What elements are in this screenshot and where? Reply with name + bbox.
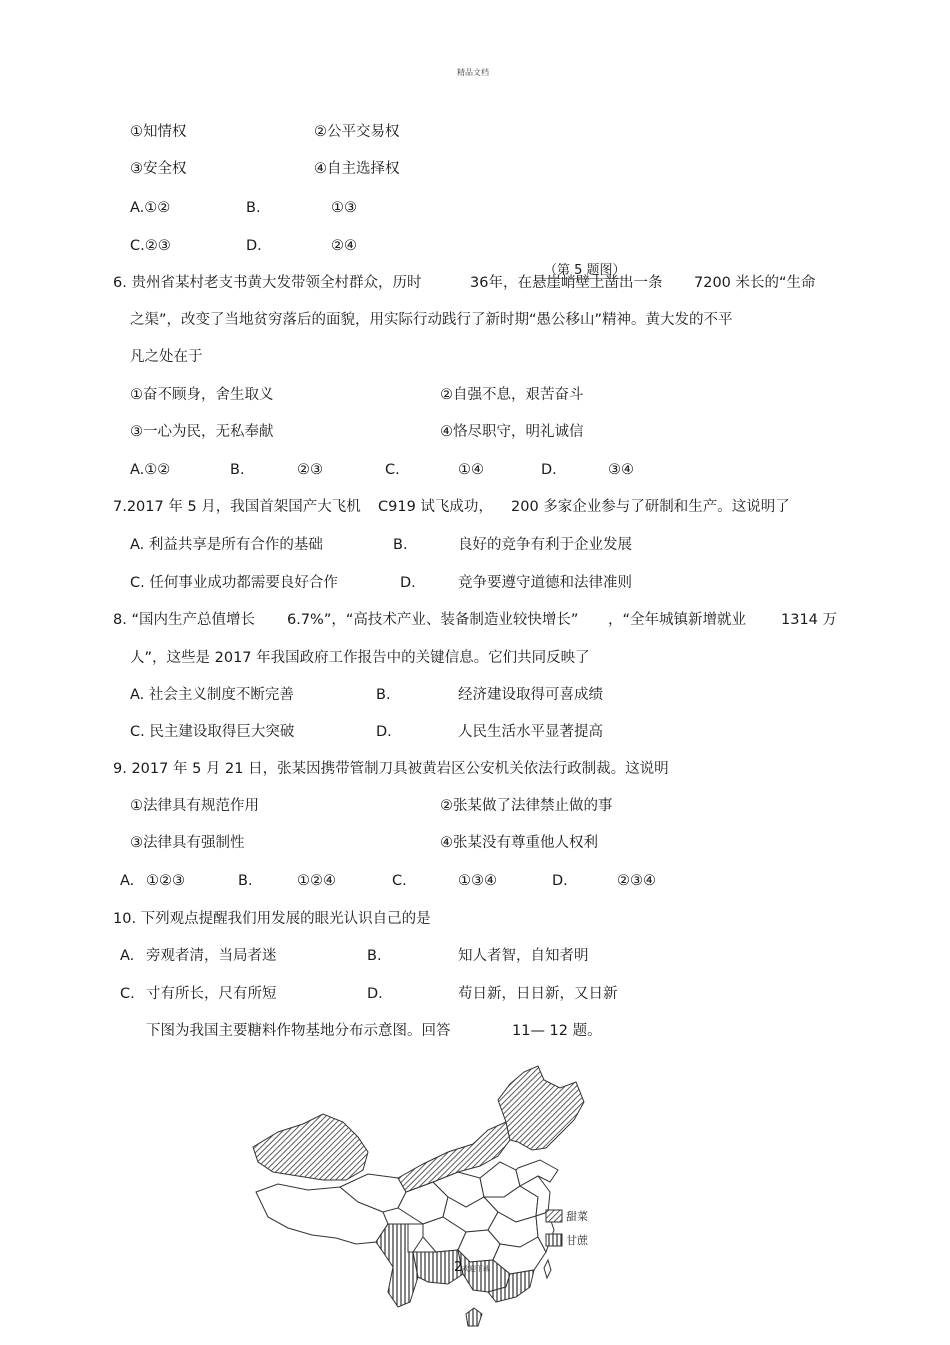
q8-stem-part3: ，“全年城镇新增就业	[608, 612, 747, 628]
q7-stem-part1: 7.2017 年 5 月，我国首架国产大飞机	[113, 499, 361, 515]
q10-stem: 10. 下列观点提醒我们用发展的眼光认识自己的是	[113, 911, 431, 927]
q6-choice-d-label: D.	[541, 462, 557, 478]
q7-choice-b-label: B.	[393, 537, 408, 553]
q8-choice-b-value: 经济建设取得可喜成绩	[458, 687, 603, 703]
q9-choice-c-value: ①③④	[458, 873, 497, 889]
q10-choice-b-label: B.	[367, 948, 382, 964]
q6-stem-line3: 凡之处在于	[130, 349, 203, 365]
q5-choice-c: C.②③	[130, 238, 171, 254]
q10-choice-a-value: 旁观者清，当局者迷	[146, 948, 277, 964]
q5-option-1: ①知情权	[130, 124, 187, 140]
q6-option-3: ③一心为民，无私奉献	[130, 424, 274, 440]
q9-option-1: ①法律具有规范作用	[130, 798, 259, 814]
q7-choice-b-value: 良好的竞争有利于企业发展	[458, 537, 632, 553]
q10-choice-d-value: 苟日新，日日新，又日新	[458, 986, 618, 1002]
page-number: 2	[454, 1260, 463, 1275]
q6-option-2: ②自强不息，艰苦奋斗	[440, 387, 584, 403]
q5-choice-b-label: B.	[246, 200, 261, 216]
q9-option-2: ②张某做了法律禁止做的事	[440, 798, 613, 814]
q7-choice-d-value: 竞争要遵守道德和法律准则	[458, 575, 632, 591]
q6-stem-part3: 7200 米长的“生命	[694, 275, 816, 291]
q9-choice-b-value: ①②④	[297, 873, 336, 889]
q6-stem-line2: 之渠”，改变了当地贫穷落后的面貌，用实际行动践行了新时期“愚公移山”精神。黄大发的不平	[130, 312, 733, 328]
q9-option-3: ③法律具有强制性	[130, 835, 245, 851]
q8-choice-d-value: 人民生活水平显著提高	[458, 724, 603, 740]
legend-beet-label: 甜菜	[566, 1210, 588, 1223]
q6-choice-b-label: B.	[230, 462, 245, 478]
q5-option-3: ③安全权	[130, 161, 187, 177]
q6-stem-part1: 6. 贵州省某村老支书黄大发带领全村群众，历时	[113, 275, 422, 291]
legend-beet-swatch	[546, 1210, 562, 1222]
q8-stem-part2: 6.7%”，“高技术产业、装备制造业较快增长”	[287, 612, 579, 628]
q5-option-4: ④自主选择权	[314, 161, 400, 177]
map-intro-part1: 下图为我国主要糖料作物基地分布示意图。回答	[146, 1023, 451, 1039]
q9-stem: 9. 2017 年 5 月 21 日，张某因携带管制刀具被黄岩区公安机关依法行政制裁。这说明	[113, 761, 669, 777]
q8-choice-d-label: D.	[376, 724, 392, 740]
q10-choice-d-label: D.	[367, 986, 383, 1002]
q10-choice-a-label: A.	[120, 948, 135, 964]
q6-choice-d-value: ③④	[608, 462, 634, 478]
legend-cane-label: 甘蔗	[566, 1234, 588, 1247]
q5-choice-d-label: D.	[246, 238, 262, 254]
map-intro-part2: 11— 12 题。	[512, 1023, 602, 1039]
q6-choice-b-value: ②③	[297, 462, 323, 478]
page-watermark-text: 欢迎下载	[462, 1265, 490, 1273]
q7-stem-part3: 200 多家企业参与了研制和生产。这说明了	[511, 499, 790, 515]
q6-stem-part2: 36年，在悬崖峭壁上凿出一条	[470, 275, 663, 291]
q7-choice-a: A. 利益共享是所有合作的基础	[130, 537, 323, 553]
q8-stem-part4: 1314 万	[781, 612, 838, 628]
q6-choice-c-label: C.	[385, 462, 400, 478]
q5-figure-caption: （第 5 题图）	[542, 259, 628, 279]
q9-choice-b-label: B.	[238, 873, 253, 889]
q5-choice-d-value: ②④	[331, 238, 357, 254]
q10-choice-b-value: 知人者智，自知者明	[458, 948, 589, 964]
q7-stem-part2: C919 试飞成功，	[378, 499, 493, 515]
q8-stem-line2: 人”，这些是 2017 年我国政府工作报告中的关键信息。它们共同反映了	[130, 650, 590, 666]
q5-option-2: ②公平交易权	[314, 124, 400, 140]
q9-choice-d-label: D.	[552, 873, 568, 889]
q9-choice-c-label: C.	[392, 873, 407, 889]
q8-choice-a: A. 社会主义制度不断完善	[130, 687, 294, 703]
q6-option-1: ①奋不顾身，舍生取义	[130, 387, 274, 403]
q8-stem-part1: 8. “国内生产总值增长	[113, 612, 255, 628]
q5-choice-a: A.①②	[130, 200, 171, 216]
q9-choice-d-value: ②③④	[617, 873, 656, 889]
sugar-crop-map	[248, 1052, 600, 1332]
q6-option-4: ④恪尽职守，明礼诚信	[440, 424, 584, 440]
q8-choice-c: C. 民主建设取得巨大突破	[130, 724, 295, 740]
page-header: 精品文档	[457, 68, 489, 77]
q7-choice-d-label: D.	[400, 575, 416, 591]
q9-choice-a-value: ①②③	[146, 873, 185, 889]
q9-option-4: ④张某没有尊重他人权利	[440, 835, 598, 851]
legend-cane-swatch	[546, 1234, 562, 1246]
q8-choice-b-label: B.	[376, 687, 391, 703]
q7-choice-c: C. 任何事业成功都需要良好合作	[130, 575, 338, 591]
q9-choice-a-label: A.	[120, 873, 135, 889]
q6-choice-c-value: ①④	[458, 462, 484, 478]
q10-choice-c-value: 寸有所长，尺有所短	[146, 986, 277, 1002]
q10-choice-c-label: C.	[120, 986, 135, 1002]
q6-choice-a: A.①②	[130, 462, 171, 478]
q5-choice-b-value: ①③	[331, 200, 357, 216]
